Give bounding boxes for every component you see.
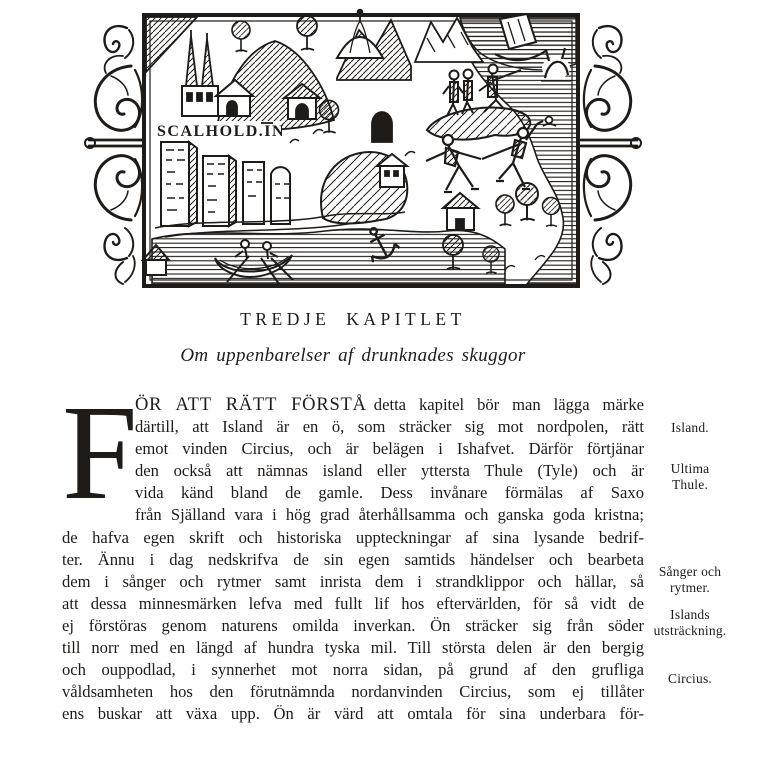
text-line: vida känd bland de gamle. Dess invånare förmälas af Saxo (135, 483, 644, 503)
text-line: de hafva egen skrift och historiska uppteckningar af sina lysande bedrif- (62, 527, 644, 547)
woodcut-illustration (75, 8, 667, 290)
text-line: ter. Ännu i dag nedskrifva de sin egen samtids händelser och bearbeta (62, 549, 644, 569)
woodcut-label-group (155, 121, 285, 140)
text-line: den också att nämnas island eller yttersta Thule (Tyle) och är (135, 461, 644, 481)
chapter-subtitle: Om uppenbarelser af drunknades skuggor (180, 345, 526, 366)
margin-note-sanger-och-rytmer: Sånger och rytmer. (658, 564, 722, 596)
scroll-ornament-left (85, 26, 145, 284)
text-line: emot vinden Circius, och är belägen i Ishafvet. Därför förtjänar (135, 439, 644, 459)
text-line-rest: detta kapitel bör man lägga märke (373, 395, 644, 414)
text-line: till norr med en längd af hundra tyska mil. Till största delen är den bergig (62, 638, 644, 658)
chapter-heading: TREDJE KAPITLET (240, 309, 466, 329)
text-line: ej förstöras genom naturens omilda inverkan. Ön sträcker sig från söder (62, 615, 644, 635)
margin-note-circius: Circius. (668, 671, 712, 686)
text-line: därtill, att Island är en ö, som sträcker sig mot nordpolen, rätt (135, 417, 644, 437)
text-line: och ouppodlad, i synnerhet mot norra sidan, på grund af den grufliga (62, 660, 644, 680)
margin-note-island: Island. (671, 420, 709, 435)
drop-cap: F (62, 378, 138, 528)
text-line: att dessa minnesmärken lefva med fullt lif hos eftervärlden, för så vidt de (62, 593, 644, 613)
margin-note-islands-utstrackning: Islands utsträckning. (653, 607, 727, 639)
opening-caps: ÖR ATT RÄTT FÖRSTÅ (135, 395, 367, 415)
woodcut-label: SCALHOLD.IN (157, 123, 286, 140)
cave-arch (372, 112, 392, 142)
text-line: från Själland vara i hög grad återhållsamma och ganska goda kristna; (135, 505, 644, 525)
scroll-ornament-right (581, 26, 641, 284)
text-line: dem i sånger och rytmer samt inrista dem i strandklippor och hällar, så (62, 571, 644, 591)
woodcut-svg (75, 8, 667, 290)
body-paragraph (62, 378, 644, 725)
margin-note-ultima-thule: Ultima Thule. (670, 461, 710, 493)
text-line: ens buskar att växa upp. Ön är värd att omtala för sina underbara för- (62, 704, 644, 724)
text-line: våldsamheten hos den förutnämnda nordanvinden Circius, som ej tillåter (62, 682, 644, 702)
text-line (62, 394, 644, 416)
